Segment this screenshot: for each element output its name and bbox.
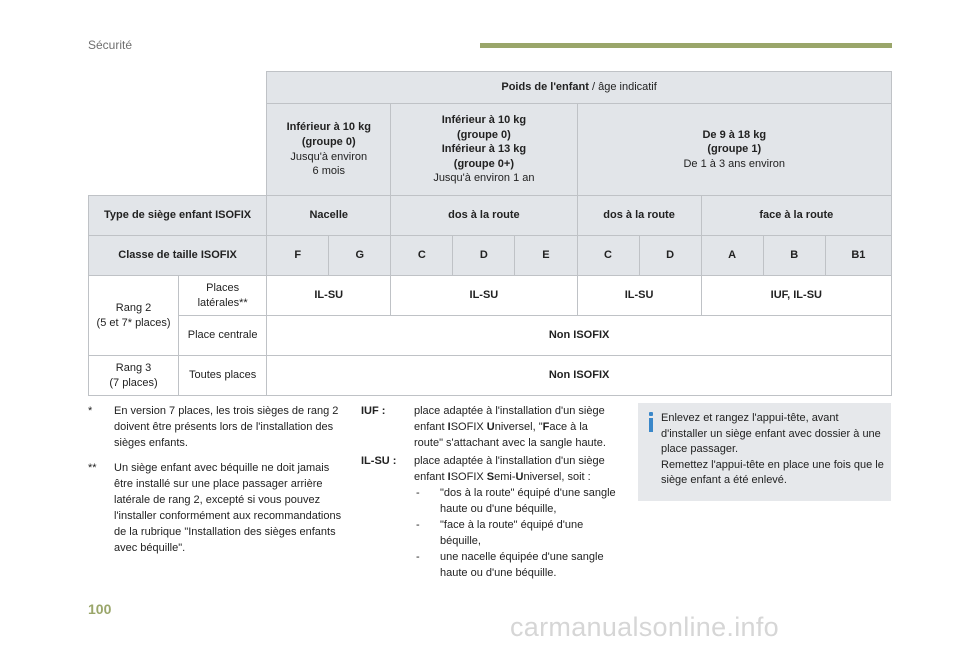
size-class-cell: D: [453, 236, 515, 276]
seat-type-cell: face à la route: [701, 196, 891, 236]
lateral-places-label: Places latérales**: [179, 276, 267, 316]
seat-type-label: Type de siège enfant ISOFIX: [89, 196, 267, 236]
info-paragraph: Enlevez et rangez l'appui-tête, avant d'installer un siège enfant avec dossier à une place passager.: [661, 412, 881, 455]
compat-cell: IL-SU: [577, 276, 701, 316]
footnote-2: [88, 460, 348, 556]
definition-bullet: - "face à la route" équipé d'une béquille,: [414, 517, 619, 549]
section-title: Sécurité: [88, 38, 133, 52]
compat-cell: IUF, IL-SU: [701, 276, 891, 316]
definition-ilsu: [361, 453, 619, 581]
seat-type-cell: dos à la route: [577, 196, 701, 236]
info-icon: [649, 412, 653, 432]
size-class-cell: B1: [825, 236, 891, 276]
compat-cell: Non ISOFIX: [267, 316, 892, 356]
definition-term: IUF :: [361, 405, 386, 417]
weight-header: Poids de l'enfant / âge indicatif: [267, 72, 892, 104]
definition-term: IL-SU :: [361, 455, 397, 467]
footnote-text: Un siège enfant avec béquille ne doit jamais être installé sur une place passager arrière latérale de rang 2, excepté si vous pouvez l'installer conformément aux recommandations de la rubrique "Installation des sièges enfants avec béquille".: [114, 462, 342, 554]
size-class-cell: C: [391, 236, 453, 276]
seat-type-cell: Nacelle: [267, 196, 391, 236]
footnote-text: En version 7 places, les trois sièges de rang 2 doivent être présents lors de l'installation des sièges enfants.: [114, 405, 339, 449]
definitions: [361, 403, 619, 581]
definition-bullet: - une nacelle équipée d'une sangle haute ou d'une béquille.: [414, 549, 619, 581]
group-1-header: De 9 à 18 kg (groupe 1) De 1 à 3 ans environ: [577, 104, 892, 196]
size-class-cell: D: [639, 236, 701, 276]
definition-text: place adaptée à l'installation d'un siège enfant ISOFIX Semi-Universel, soit :: [414, 455, 605, 483]
definition-iuf: [361, 403, 619, 451]
group-0plus-header: Inférieur à 10 kg (groupe 0) Inférieur à 13 kg (groupe 0+) Jusqu'à environ 1 an: [391, 104, 577, 196]
size-class-cell: B: [763, 236, 825, 276]
definition-text: place adaptée à l'installation d'un siège enfant ISOFIX Universel, "Face à la route" s'attachant avec la sangle haute.: [414, 405, 606, 449]
rang-2-label: Rang 2 (5 et 7* places): [89, 276, 179, 356]
compat-cell: Non ISOFIX: [267, 356, 892, 396]
footnote-mark: *: [88, 405, 93, 417]
seat-type-cell: dos à la route: [391, 196, 577, 236]
section-accent-bar: [480, 43, 892, 48]
size-class-cell: A: [701, 236, 763, 276]
isofix-table: [88, 71, 892, 396]
compat-cell: IL-SU: [391, 276, 577, 316]
group-0-header: Inférieur à 10 kg (groupe 0) Jusqu'à environ 6 mois: [267, 104, 391, 196]
compat-cell: IL-SU: [267, 276, 391, 316]
page-number: 100: [88, 601, 112, 617]
all-places-label: Toutes places: [179, 356, 267, 396]
footnote-mark: **: [88, 462, 97, 474]
size-class-cell: G: [329, 236, 391, 276]
size-class-cell: F: [267, 236, 329, 276]
size-class-cell: E: [515, 236, 577, 276]
rang-3-label: Rang 3 (7 places): [89, 356, 179, 396]
info-box: [638, 403, 891, 501]
size-class-cell: C: [577, 236, 639, 276]
watermark: carmanualsonline.info: [510, 612, 779, 642]
center-place-label: Place centrale: [179, 316, 267, 356]
info-paragraph: Remettez l'appui-tête en place une fois que le siège enfant a été enlevé.: [661, 458, 884, 486]
size-class-label: Classe de taille ISOFIX: [89, 236, 267, 276]
definition-bullet: - "dos à la route" équipé d'une sangle haute ou d'une béquille,: [414, 485, 619, 517]
footnote-1: [88, 403, 346, 451]
